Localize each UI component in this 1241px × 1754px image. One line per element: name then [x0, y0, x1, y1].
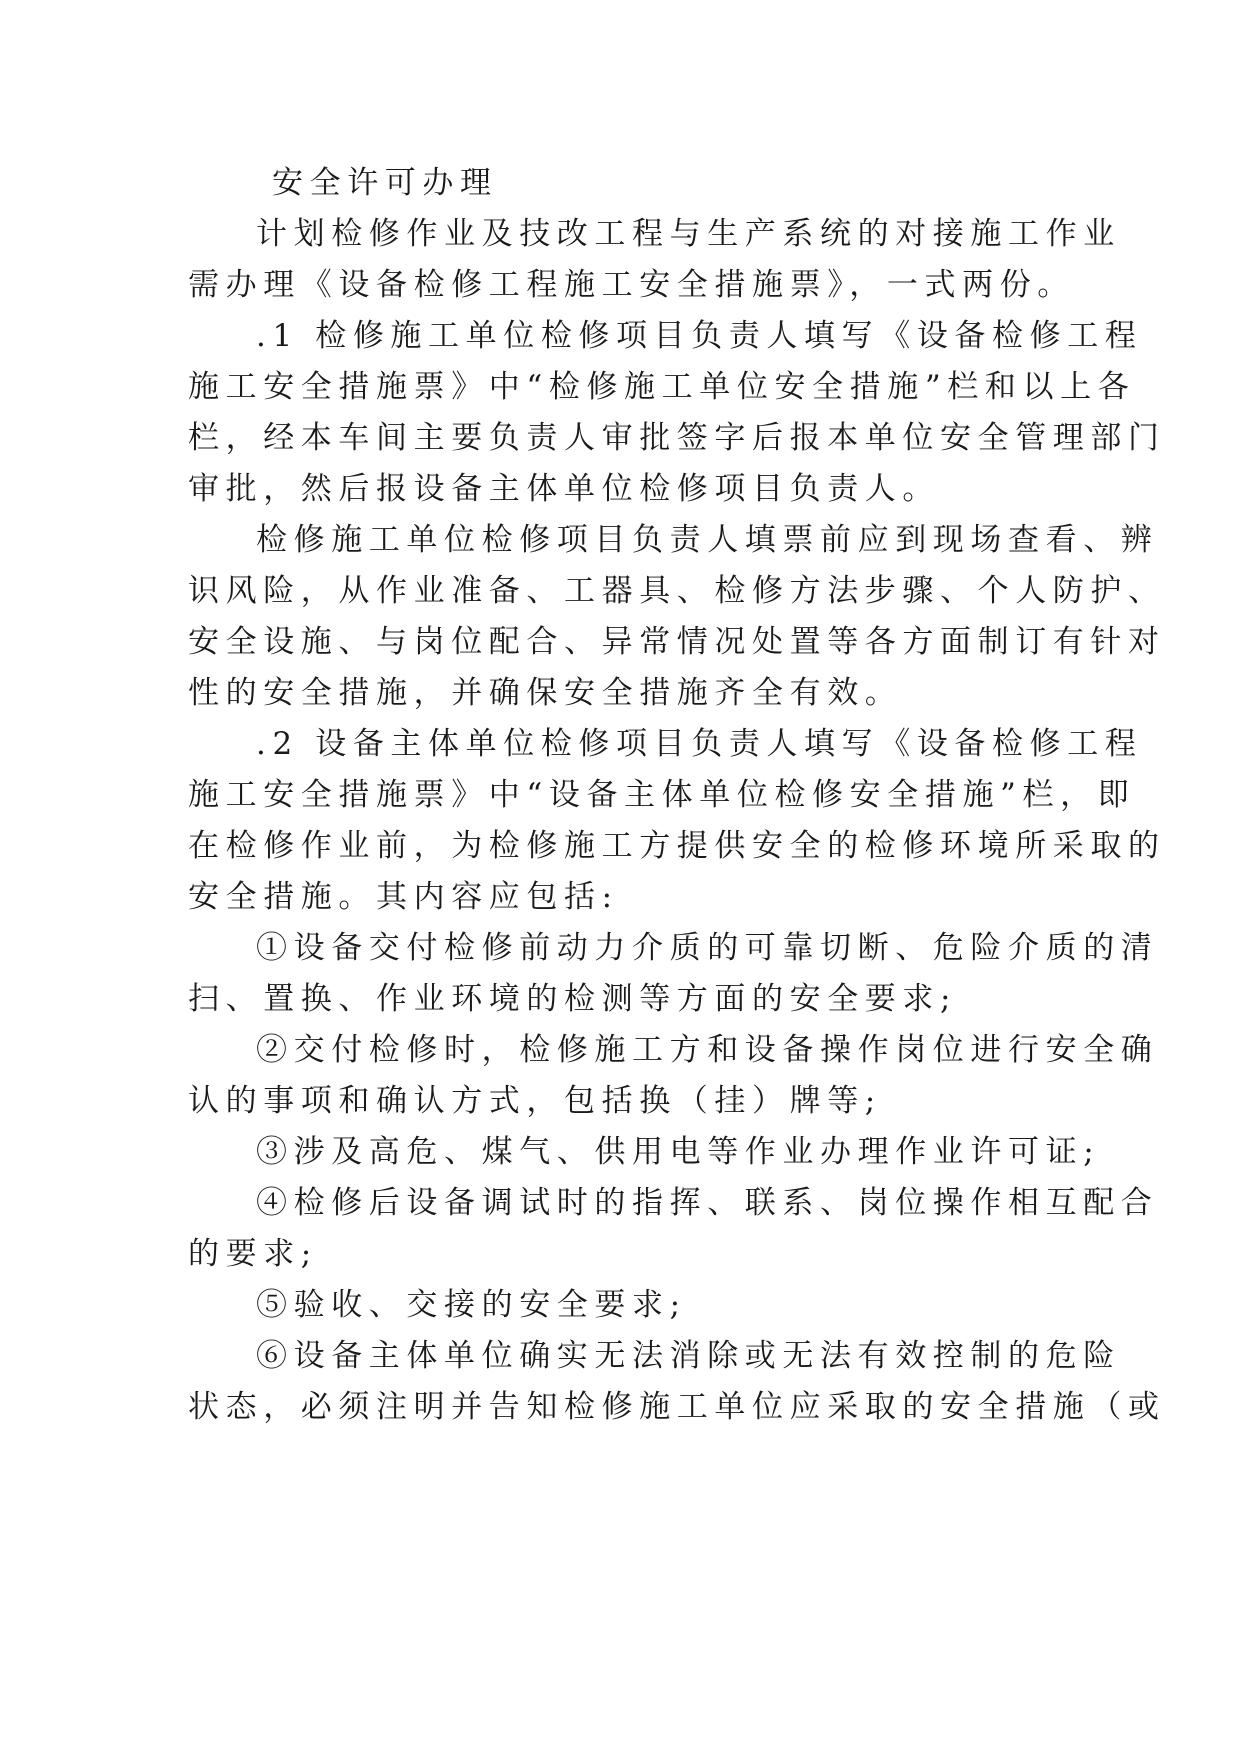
list-item-line: ①设备交付检修前动力介质的可靠切断、危险介质的清	[256, 930, 1159, 966]
list-item-line: 状态，必须注明并告知检修施工单位应采取的安全措施（或	[188, 1389, 1166, 1425]
list-item-line: ⑤验收、交接的安全要求;	[256, 1287, 687, 1323]
text-line: 在检修作业前，为检修施工方提供安全的检修环境所采取的	[188, 828, 1166, 864]
list-item-line: ③涉及高危、煤气、供用电等作业办理作业许可证;	[256, 1134, 1101, 1170]
text-line: 安全设施、与岗位配合、异常情况处置等各方面制订有针对	[188, 624, 1166, 660]
text-line: 需办理《设备检修工程施工安全措施票》，一式两份。	[188, 267, 1075, 303]
list-item-line: 认的事项和确认方式，包括换（挂）牌等;	[188, 1083, 882, 1119]
list-item-line: ④检修后设备调试时的指挥、联系、岗位操作相互配合	[256, 1185, 1159, 1221]
list-item-line: ⑥设备主体单位确实无法消除或无法有效控制的危险	[256, 1338, 1121, 1374]
list-item-line: ②交付检修时，检修施工方和设备操作岗位进行安全确	[256, 1032, 1159, 1068]
text-line: 计划检修作业及技改工程与生产系统的对接施工作业	[256, 216, 1121, 252]
text-line: 安全措施。其内容应包括:	[188, 879, 619, 915]
text-line: .2 设备主体单位检修项目负责人填写《设备检修工程	[256, 726, 1143, 762]
document-page	[188, 158, 1166, 1433]
section-heading: 安全许可办理	[272, 165, 498, 201]
list-item-line: 扫、置换、作业环境的检测等方面的安全要求;	[188, 981, 958, 1017]
text-line: 识风险，从作业准备、工器具、检修方法步骤、个人防护、	[188, 573, 1166, 609]
list-item-line: 的要求;	[188, 1236, 318, 1272]
text-line: 栏，经本车间主要负责人审批签字后报本单位安全管理部门	[188, 420, 1166, 456]
text-line: .1 检修施工单位检修项目负责人填写《设备检修工程	[256, 318, 1143, 354]
text-line: 施工安全措施票》中“设备主体单位检修安全措施”栏，即	[188, 777, 1136, 813]
text-line: 审批，然后报设备主体单位检修项目负责人。	[188, 471, 940, 507]
text-line: 性的安全措施，并确保安全措施齐全有效。	[188, 675, 903, 711]
text-line: 检修施工单位检修项目负责人填票前应到现场查看、辨	[256, 522, 1159, 558]
text-line: 施工安全措施票》中“检修施工单位安全措施”栏和以上各	[188, 369, 1136, 405]
